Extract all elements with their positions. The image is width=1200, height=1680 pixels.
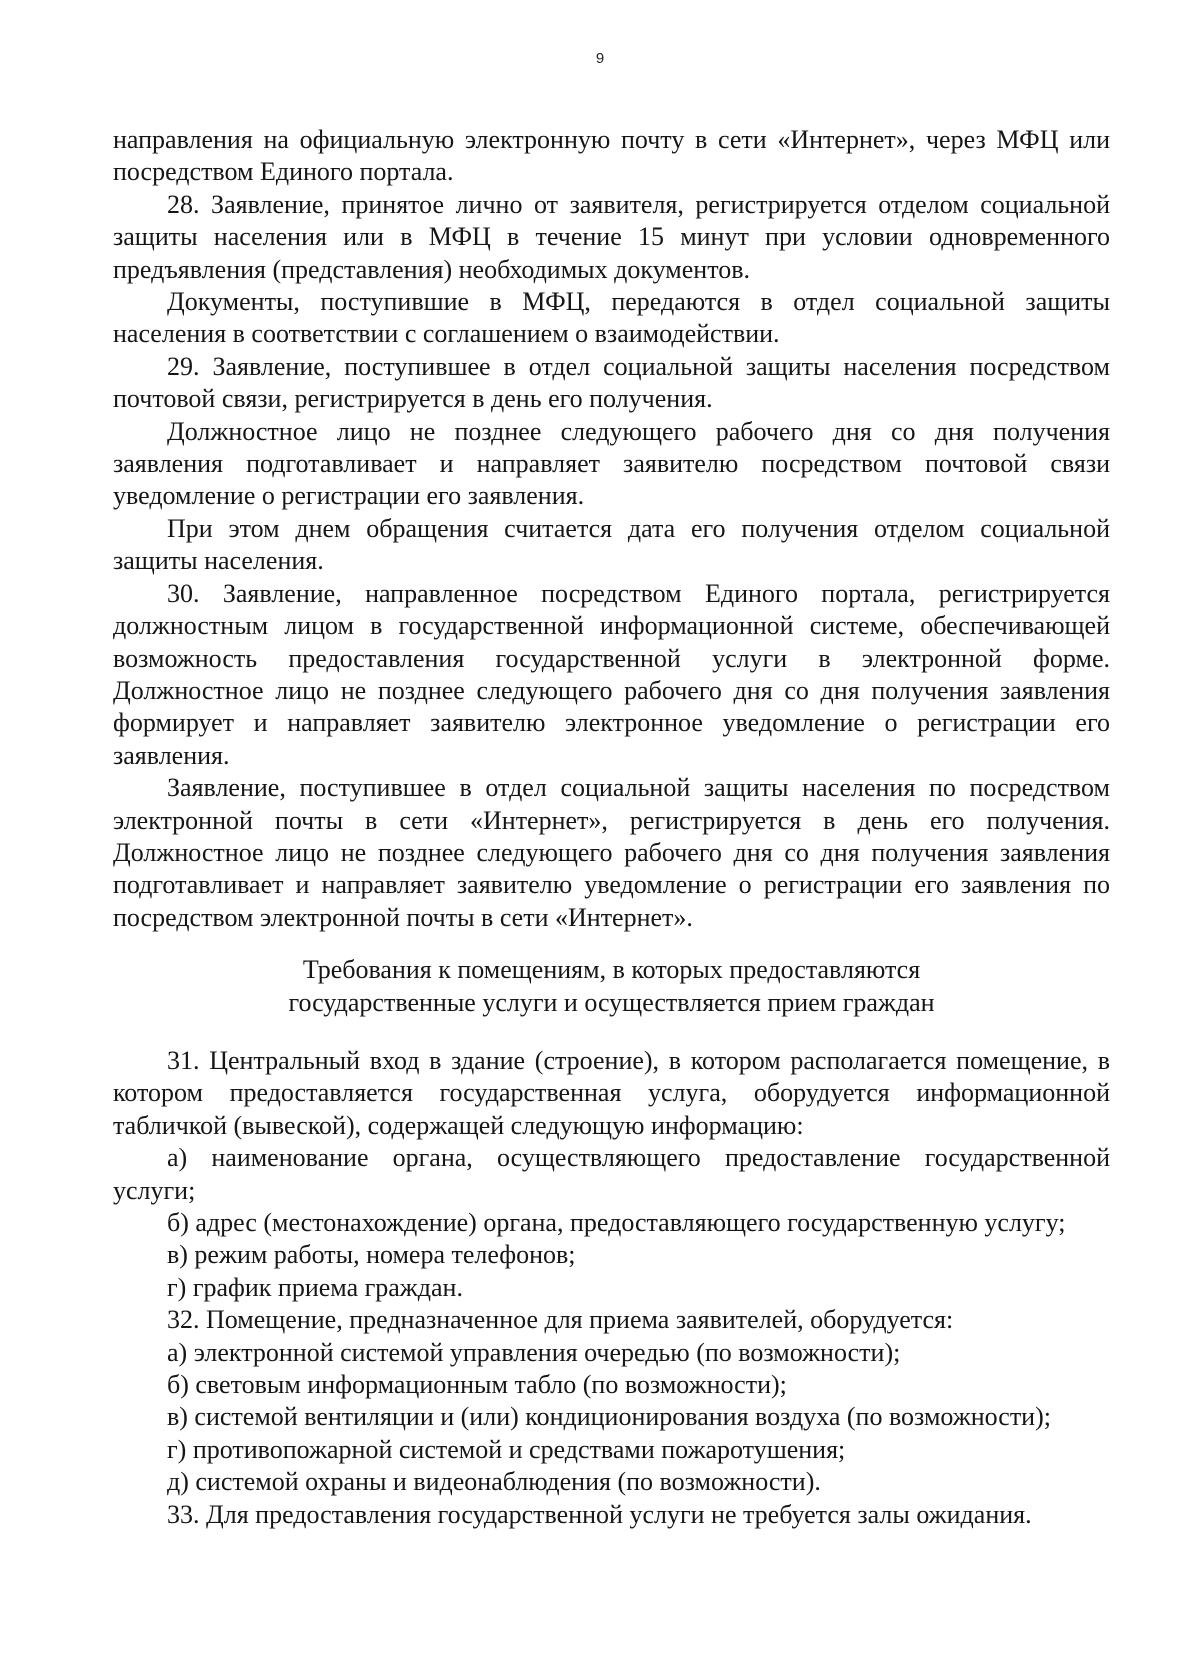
paragraph: 31. Центральный вход в здание (строение), в котором располагается помещение, в котором предоставляется государственная услуга, оборудуется информационной табличкой (вывеской), содержащей следующую информацию: <box>113 1045 1110 1140</box>
paragraph: При этом днем обращения считается дата его получения отделом социальной защиты населения. <box>113 513 1110 576</box>
list-item: г) график приема граждан. <box>167 1272 463 1302</box>
list-item: в) режим работы, номера телефонов; <box>167 1240 576 1270</box>
paragraph: 32. Помещение, предназначенное для приема заявителей, оборудуется: <box>167 1305 954 1335</box>
section-heading-line: государственные услуги и осуществляется прием граждан <box>288 987 935 1017</box>
paragraph: направления на официальную электронную почту в сети «Интернет», через МФЦ или посредством Единого портала. <box>113 125 1110 187</box>
list-item: д) системой охраны и видеонаблюдения (по возможности). <box>167 1467 821 1497</box>
paragraph: Должностное лицо не позднее следующего рабочего дня со дня получения заявления подготавливает и направляет заявителю посредством почтовой связи уведомление о регистрации его заявления. <box>113 416 1110 511</box>
page-number: 9 <box>595 50 605 67</box>
list-item: а) электронной системой управления очередью (по возможности); <box>167 1337 901 1367</box>
paragraph: Документы, поступившие в МФЦ, передаются в отдел социальной защиты населения в соответствии с соглашением о взаимодействии. <box>113 287 1110 349</box>
document-body <box>113 124 1110 1531</box>
list-item: а) наименование органа, осуществляющего предоставление государственной услуги; <box>113 1143 1110 1205</box>
section-heading-line: Требования к помещениям, в которых предоставляются <box>302 955 921 985</box>
section-heading <box>113 954 1110 1019</box>
list-item: г) противопожарной системой и средствами пожаротушения; <box>167 1434 846 1464</box>
list-item: в) системой вентиляции и (или) кондиционирования воздуха (по возможности); <box>167 1402 1051 1432</box>
paragraph: 30. Заявление, направленное посредством Единого портала, регистрируется должностным лицом в государственной информационной системе, обеспечивающей возможность предоставления государственной услуги в электронной форме. Должностное лицо не позднее следующего рабочего дня со дня получения заявления формирует и направляет заявителю электронное уведомление о регистрации его заявления. <box>113 578 1110 770</box>
paragraph: 28. Заявление, принятое лично от заявителя, регистрируется отделом социальной защиты населения или в МФЦ в течение 15 минут при условии одновременного предъявления (представления) необходимых документов. <box>113 189 1110 284</box>
paragraph: 33. Для предоставления государственной услуги не требуется залы ожидания. <box>167 1499 1032 1529</box>
paragraph: Заявление, поступившее в отдел социальной защиты населения по посредством электронной почты в сети «Интернет», регистрируется в день его получения. Должностное лицо не позднее следующего рабочего дня со дня получения заявления подготавливает и направляет заявителю уведомление о регистрации его заявления по посредством электронной почты в сети «Интернет». <box>113 773 1110 932</box>
list-item: б) адрес (местонахождение) органа, предоставляющего государственную услугу; <box>167 1208 1066 1237</box>
list-item: б) световым информационным табло (по возможности); <box>167 1370 787 1400</box>
paragraph: 29. Заявление, поступившее в отдел социальной защиты населения посредством почтовой связи, регистрируется в день его получения. <box>113 351 1110 414</box>
